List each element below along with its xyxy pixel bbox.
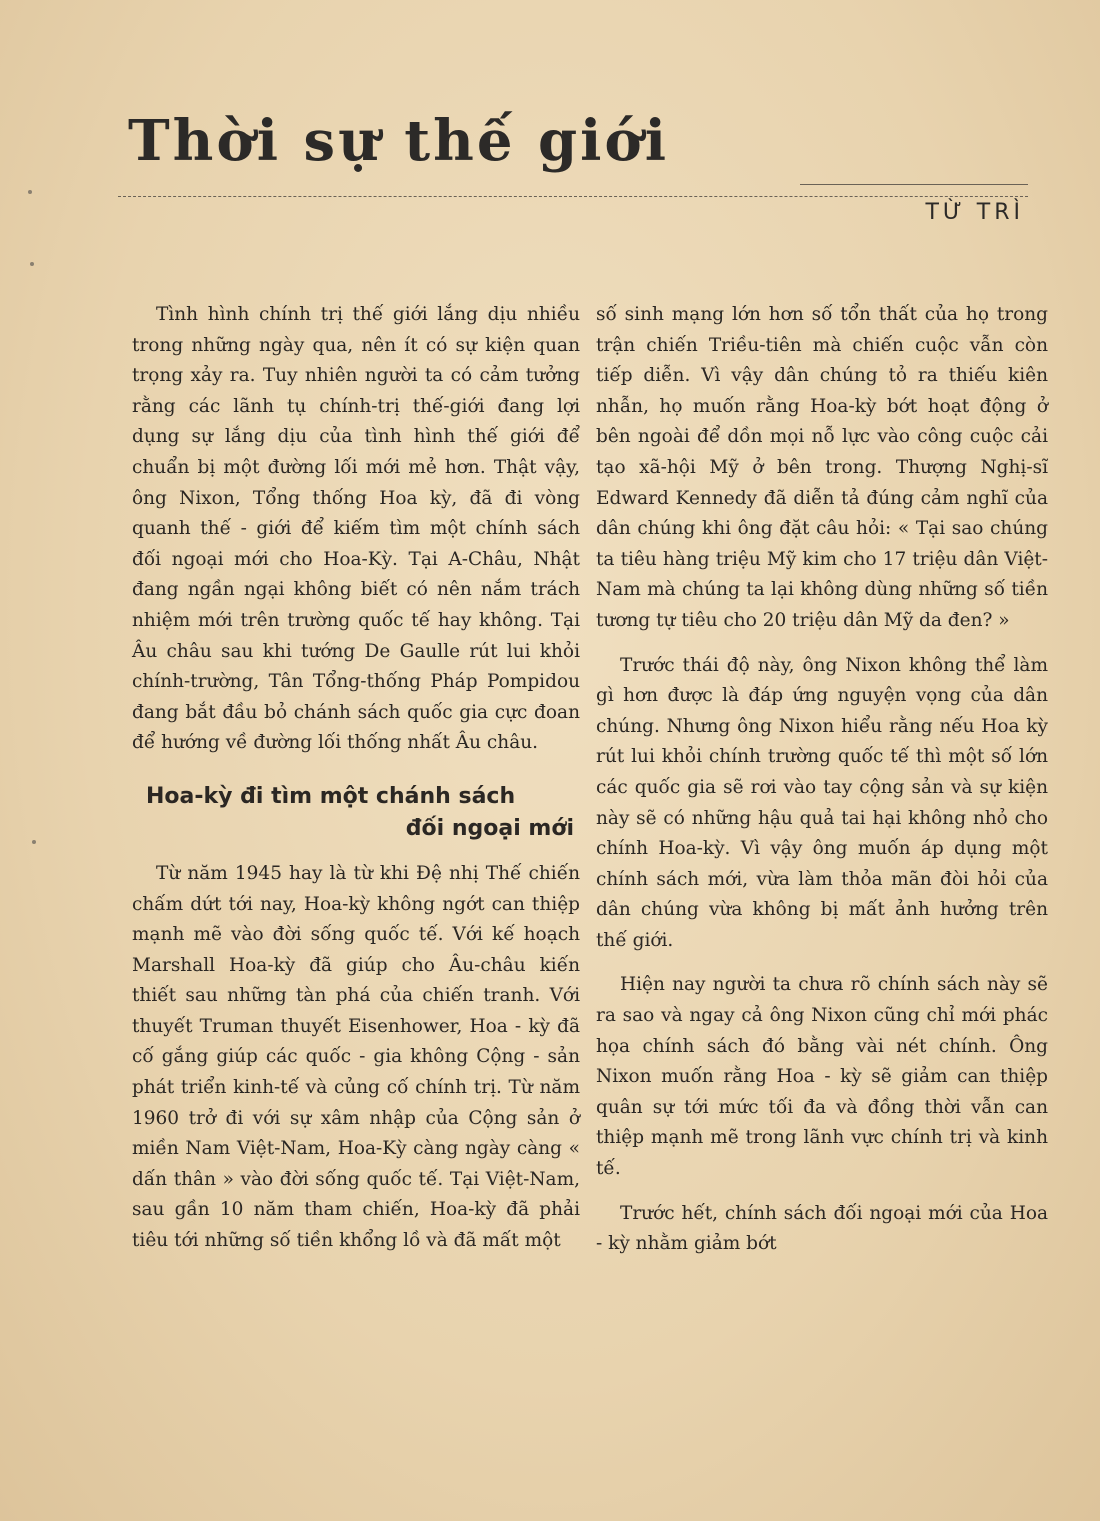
title-rule-solid bbox=[800, 184, 1028, 185]
paragraph: Trước thái độ này, ông Nixon không thể làm gì hơn được là đáp ứng nguyện vọng của dân chúng. Nhưng ông Nixon hiểu rằng nếu Hoa kỳ rút lui khỏi chính trường quốc tế thì một số lớn các quốc gia sẽ rơi vào tay cộng sản và sự kiện này sẽ có những hậu quả tai hại không nhỏ cho chính Hoa-kỳ. Vì vậy ông muốn áp dụng một chính sách mới, vừa làm thỏa mãn đòi hỏi của dân chúng vừa không bị mất ảnh hưởng trên thế giới. bbox=[596, 654, 1048, 951]
paragraph: số sinh mạng lớn hơn số tổn thất của họ trong trận chiến Triều-tiên mà chiến cuộc vẫn còn tiếp diễn. Vì vậy dân chúng tỏ ra thiếu kiên nhẫn, họ muốn rằng Hoa-kỳ bớt hoạt động ở bên ngoài để dồn mọi nỗ lực vào công cuộc cải tạo xã-hội Mỹ ở bên trong. Thượng Nghị-sĩ Edward Kennedy đã diễn tả đúng cảm nghĩ của dân chúng khi ông đặt câu hỏi: « Tại sao chúng ta tiêu hàng triệu Mỹ kim cho 17 triệu dân Việt-Nam mà chúng ta lại không dùng những số tiền tương tự tiêu cho 20 triệu dân Mỹ da đen? » bbox=[596, 304, 1048, 631]
section-heading-line-2: đối ngoại mới bbox=[405, 815, 574, 841]
article-title: Thời sự thế giới bbox=[128, 108, 670, 174]
right-column bbox=[596, 300, 1048, 1260]
paragraph: Tình hình chính trị thế giới lắng dịu nhiều trong những ngày qua, nên ít có sự kiện quan trọng xảy ra. Tuy nhiên người ta có cảm tưởng rằng các lãnh tụ chính-trị thế-giới đang lợi dụng sự lắng dịu của tình hình thế giới để chuẩn bị một đường lối mới mẻ hơn. Thật vậy, ông Nixon, Tổng thống Hoa kỳ, đã đi vòng quanh thế - giới để kiếm tìm một chính sách đối ngoại mới cho Hoa-Kỳ. Tại A-Châu, Nhật đang ngần ngại không biết có nên nắm trách nhiệm mới trên trường quốc tế hay không. Tại Âu châu sau khi tướng De Gaulle rút lui khỏi chính-trường, Tân Tổng-thống Pháp Pompidou đang bắt đầu bỏ chánh sách quốc gia cực đoan để hướng về đường lối thống nhất Âu châu. bbox=[132, 304, 580, 754]
paper-speck bbox=[28, 190, 32, 194]
left-column bbox=[132, 300, 580, 1257]
paragraph: Trước hết, chính sách đối ngoại mới của Hoa - kỳ nhằm giảm bớt bbox=[596, 1202, 1048, 1255]
article-author: TỪ TRÌ bbox=[925, 200, 1024, 225]
paper-speck bbox=[32, 840, 36, 844]
section-heading-line-1: Hoa-kỳ đi tìm một chánh sách bbox=[146, 783, 516, 809]
paper-speck bbox=[30, 262, 34, 266]
paragraph: Hiện nay người ta chưa rõ chính sách này sẽ ra sao và ngay cả ông Nixon cũng chỉ mới phác họa chính sách đó bằng vài nét chính. Ông Nixon muốn rằng Hoa - kỳ sẽ giảm can thiệp quân sự tới mức tối đa và đồng thời vẫn can thiệp mạnh mẽ trong lãnh vực chính trị và kinh tế. bbox=[596, 974, 1048, 1180]
paragraph: Từ năm 1945 hay là từ khi Đệ nhị Thế chiến chấm dứt tới nay, Hoa-kỳ không ngớt can thiệp mạnh mẽ vào đời sống quốc tế. Với kế hoạch Marshall Hoa-kỳ đã giúp cho Âu-châu kiến thiết sau những tàn phá của chiến tranh. Với thuyết Truman thuyết Eisenhower, Hoa - kỳ đã cố gắng giúp các quốc - gia không Cộng - sản phát triển kinh-tế và củng cố chính trị. Từ năm 1960 trở đi với sự xâm nhập của Cộng sản ở miền Nam Việt-Nam, Hoa-Kỳ càng ngày càng « dấn thân » vào đời sống quốc tế. Tại Việt-Nam, sau gần 10 năm tham chiến, Hoa-kỳ đã phải tiêu tới những số tiền khổng lồ và đã mất một bbox=[132, 862, 580, 1252]
section-heading bbox=[146, 781, 580, 845]
title-rule bbox=[118, 196, 1028, 197]
